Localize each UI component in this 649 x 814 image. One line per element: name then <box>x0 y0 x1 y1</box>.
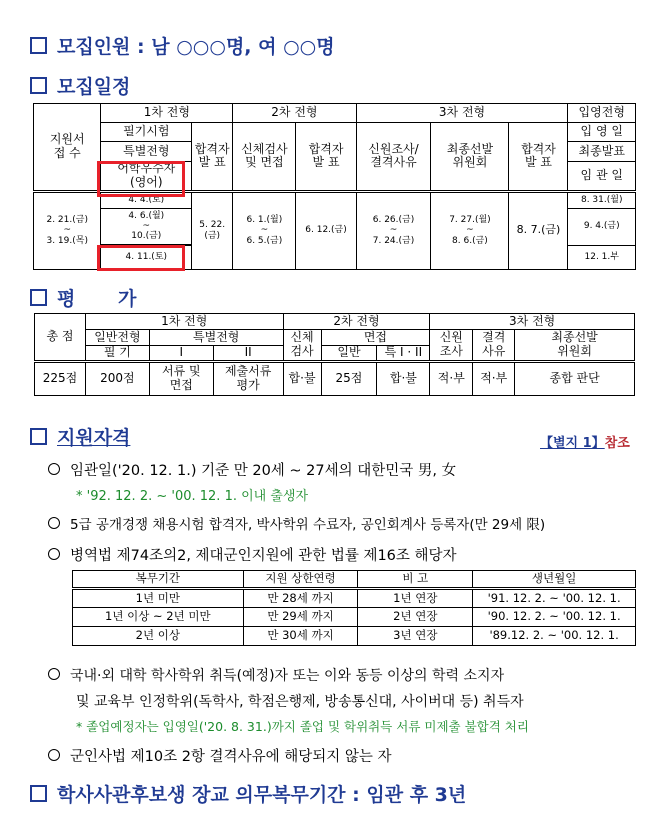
final-value: 종합 판단 <box>515 362 635 396</box>
written-header: 필기시험 <box>101 123 192 142</box>
appendix-link[interactable]: 【별지 1】 <box>540 436 605 451</box>
recruit-count-heading <box>30 32 335 59</box>
announce1-date: 5. 22.(금) <box>192 191 233 269</box>
eval-final-header: 최종선발 위원회 <box>515 330 635 362</box>
final-selection-header: 최종선발 위원회 <box>431 123 509 192</box>
qualification-item-5: 군인사법 제10조 2항 결격사유에 해당되지 않는 자 <box>48 745 391 766</box>
final-dates: 7. 27.(월) ~ 8. 6.(금) <box>431 191 509 269</box>
table-cell: '90. 12. 2. ~ '00. 12. 1. <box>473 608 636 627</box>
service-period-table <box>72 570 636 646</box>
table-cell: 만 30세 까지 <box>243 627 358 646</box>
checkbox-square-icon <box>30 785 47 802</box>
schedule-heading-text: 모집일정 <box>57 76 131 98</box>
general-header: 일반전형 <box>85 330 149 346</box>
physical-header: 신체검사 및 면접 <box>233 123 296 192</box>
checkbox-square-icon <box>30 428 47 445</box>
circle-bullet-icon <box>48 749 60 761</box>
special-header: 특별전형 <box>101 142 192 162</box>
eval-stage2-header: 2차 전형 <box>283 314 430 330</box>
table-cell: '89.12. 2. ~ '00. 12. 1. <box>473 627 636 646</box>
circle-bullet-icon <box>48 463 60 475</box>
background-dates: 6. 26.(금) ~ 7. 24.(금) <box>356 191 431 269</box>
stage1-header: 1차 전형 <box>101 104 233 123</box>
written-date-3: 4. 11.(토) <box>101 245 192 269</box>
written-value: 200점 <box>85 362 149 396</box>
evaluation-heading-text: 평 가 <box>57 288 155 310</box>
service-period-heading-text: 학사사관후보생 장교 의무복무기간 : 임관 후 3년 <box>57 784 467 806</box>
evaluation-heading <box>30 284 154 311</box>
table-cell: 1년 이상 ~ 2년 미만 <box>73 608 244 627</box>
language-highlight-box <box>97 161 185 197</box>
graduation-note: * 졸업예정자는 입영일('20. 8. 31.)까지 졸업 및 학위취득 서류 미제출 불합격 처리 <box>76 719 529 734</box>
disqualification-value: 적·부 <box>473 362 515 396</box>
checkbox-square-icon <box>30 289 47 306</box>
service-period-heading <box>30 780 466 807</box>
table-cell: 만 29세 까지 <box>243 608 358 627</box>
checkbox-square-icon <box>30 37 47 54</box>
recruit-count-text: 모집인원 : 남 ○○○명, 여 ○○명 <box>57 36 335 58</box>
table-cell: 2년 연장 <box>358 608 473 627</box>
enlist-date-header: 입 영 일 <box>568 123 636 142</box>
language-header: 어학우수자 (영어) <box>101 162 192 192</box>
enlist-date: 8. 31.(월) <box>568 191 636 208</box>
circle-bullet-icon <box>48 548 60 560</box>
interview-general-header: 일반 <box>321 346 377 362</box>
checkbox-square-icon <box>30 77 47 94</box>
eval-background-header: 신원 조사 <box>430 330 473 362</box>
service-header: 복무기간 <box>73 571 244 589</box>
circle-bullet-icon <box>48 668 60 680</box>
enroll-header: 입영전형 <box>568 104 636 123</box>
qualification-item-2: 5급 공개경쟁 채용시험 합격자, 박사학위 수료자, 공인회계사 등록자(만 29세 限) <box>48 513 545 533</box>
qualification-item-4-cont: 및 교육부 인정학위(독학사, 학점은행제, 방송통신대, 사이버대 등) 취득자 <box>76 694 524 710</box>
schedule-heading <box>30 72 130 99</box>
written-date-2: 4. 6.(월) ~ 10.(금) <box>101 208 192 244</box>
qualification-item-1: 임관일('20. 12. 1.) 기준 만 20세 ~ 27세의 대한민국 男, 女 <box>48 459 456 480</box>
commission-date-header: 임 관 일 <box>568 162 636 192</box>
qualification-heading <box>30 423 130 450</box>
table-cell: 1년 연장 <box>358 589 473 608</box>
final-announce-date: 9. 4.(금) <box>568 208 636 245</box>
appendix-reference <box>540 432 630 451</box>
eval-stage1-header: 1차 전형 <box>85 314 283 330</box>
apply-header: 지원서 접 수 <box>34 104 101 192</box>
table-cell: 1년 미만 <box>73 589 244 608</box>
background-value: 적·부 <box>430 362 473 396</box>
announce1-header: 합격자 발 표 <box>192 123 233 192</box>
table-cell: 2년 이상 <box>73 627 244 646</box>
interview-general-value: 25점 <box>321 362 377 396</box>
special-ii-value: 제출서류 평가 <box>213 362 283 396</box>
special-i-value: 서류 및 면접 <box>149 362 213 396</box>
eval-written-header: 필 기 <box>85 346 149 362</box>
qualification-heading-text: 지원자격 <box>57 427 131 449</box>
final-announce-header: 최종발표 <box>568 142 636 162</box>
remark-header: 비 고 <box>358 571 473 589</box>
eval-physical-header: 신체 검사 <box>283 330 321 362</box>
age-limit-header: 지원 상한연령 <box>243 571 358 589</box>
date-highlight-box <box>97 245 185 271</box>
eval-disqualification-header: 결격 사유 <box>473 330 515 362</box>
total-header: 총 점 <box>35 314 86 362</box>
qualification-item-3: 병역법 제74조의2, 제대군인지원에 관한 법률 제16조 해당자 <box>48 544 457 565</box>
table-cell: '91. 12. 2. ~ '00. 12. 1. <box>473 589 636 608</box>
announce2-header: 합격자 발 표 <box>296 123 356 192</box>
apply-dates: 2. 21.(금) ~ 3. 19.(목) <box>34 191 101 269</box>
stage3-header: 3차 전형 <box>356 104 568 123</box>
announce2-date: 6. 12.(금) <box>296 191 356 269</box>
total-value: 225점 <box>35 362 86 396</box>
interview-special-header: 특 I · II <box>377 346 430 362</box>
eval-special-header: 특별전형 <box>149 330 283 346</box>
evaluation-table <box>34 313 635 396</box>
announce3-date: 8. 7.(금) <box>509 191 568 269</box>
physical-dates: 6. 1.(월) ~ 6. 5.(금) <box>233 191 296 269</box>
stage2-header: 2차 전형 <box>233 104 356 123</box>
physical-value: 합·불 <box>283 362 321 396</box>
commission-date: 12. 1.부 <box>568 245 636 269</box>
table-cell: 3년 연장 <box>358 627 473 646</box>
special-ii-header: II <box>213 346 283 362</box>
interview-header: 면접 <box>321 330 430 346</box>
qualification-item-4: 국내·외 대학 학사학위 취득(예정)자 또는 이와 동등 이상의 학력 소지자 <box>48 665 504 685</box>
age-note: * '92. 12. 2. ~ '00. 12. 1. 이내 출생자 <box>76 489 309 504</box>
eval-stage3-header: 3차 전형 <box>430 314 635 330</box>
circle-bullet-icon <box>48 517 60 529</box>
birthdate-header: 생년월일 <box>473 571 636 589</box>
written-date-1: 4. 4.(토) <box>101 191 192 208</box>
special-i-header: I <box>149 346 213 362</box>
background-header: 신원조사/ 결격사유 <box>356 123 431 192</box>
appendix-ref-text: 참조 <box>604 436 630 451</box>
announce3-header: 합격자 발 표 <box>509 123 568 192</box>
table-cell: 만 28세 까지 <box>243 589 358 608</box>
interview-special-value: 합·불 <box>377 362 430 396</box>
